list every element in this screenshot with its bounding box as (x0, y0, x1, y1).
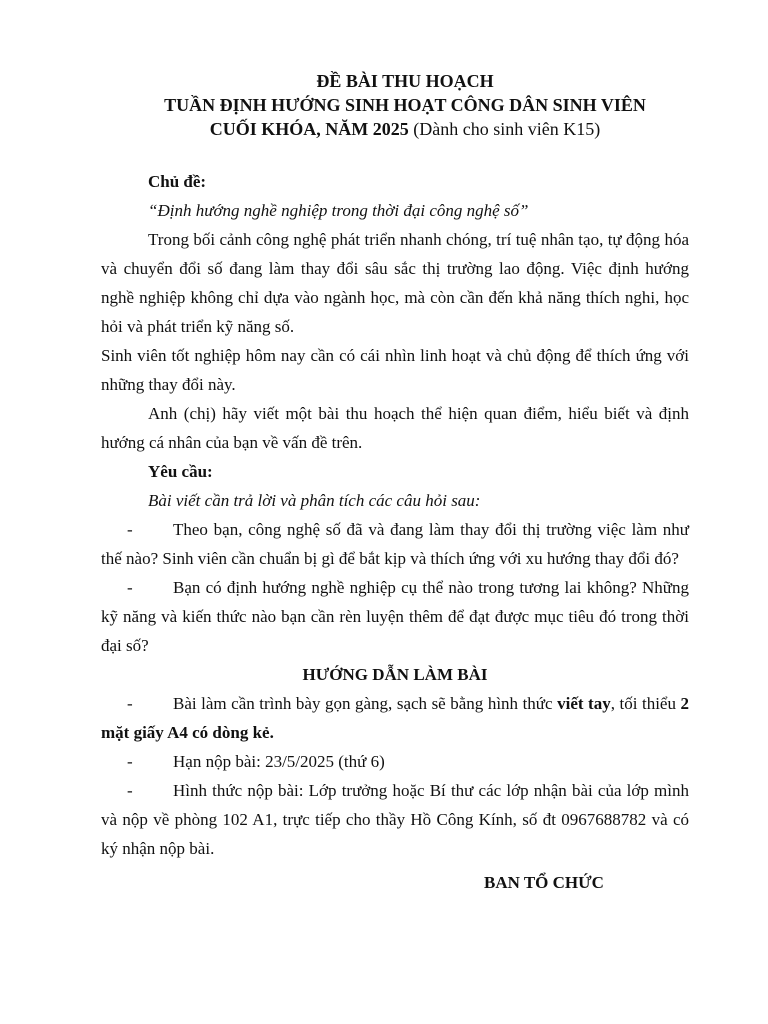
intro-paragraph-3: Anh (chị) hãy viết một bài thu hoạch thể hiện quan điểm, hiểu biết và định hướng cá nhân của bạn về vấn đề trên. (101, 404, 689, 452)
bullet-dash: - (127, 694, 133, 713)
guide-item-1 (101, 689, 689, 747)
guide-item-3-text: Hình thức nộp bài: Lớp trưởng hoặc Bí thư các lớp nhận bài của lớp mình và nộp về phòng 102 A1, trực tiếp cho thầy Hồ Công Kính, số đt 0967688782 và có ký nhận nộp bài. (101, 781, 689, 858)
document-title (60, 69, 750, 141)
question-1-text: Theo bạn, công nghệ số đã và đang làm thay đổi thị trường việc làm như thế nào? Sinh viên cần chuẩn bị gì để bắt kịp và thích ứng với xu hướng thay đổi đó? (101, 520, 689, 568)
intro-paragraph-2: Sinh viên tốt nghiệp hôm nay cần có cái nhìn linh hoạt và chủ động để thích ứng với những thay đổi này. (101, 346, 689, 394)
question-2 (101, 573, 689, 660)
bullet-dash: - (127, 781, 133, 800)
title-line-3 (60, 117, 750, 141)
requirements-label: Yêu cầu: (148, 462, 213, 481)
question-2-text: Bạn có định hướng nghề nghiệp cụ thể nào trong tương lai không? Những kỹ năng và kiến thức nào bạn cần rèn luyện thêm để đạt được mục tiêu đó trong thời đại số? (101, 578, 689, 655)
guide-item-2 (101, 747, 689, 776)
guide-item-1-text-a: Bài làm cần trình bày gọn gàng, sạch sẽ bằng hình thức (173, 694, 558, 713)
guide-item-1-handwritten: viết tay (557, 694, 611, 713)
bullet-dash: - (127, 578, 133, 597)
title-line-1: ĐỀ BÀI THU HOẠCH (316, 71, 494, 91)
bullet-dash: - (127, 752, 133, 771)
title-line-2: TUẦN ĐỊNH HƯỚNG SINH HOẠT CÔNG DÂN SINH VIÊN (164, 95, 646, 115)
guide-heading: HƯỚNG DẪN LÀM BÀI (302, 665, 488, 684)
guide-item-2-text: Hạn nộp bài: 23/5/2025 (thứ 6) (173, 752, 385, 771)
guide-item-3 (101, 776, 689, 863)
topic-label: Chủ đề: (148, 172, 207, 191)
document-body (101, 167, 689, 863)
title-line-3-audience: (Dành cho sinh viên K15) (408, 119, 601, 139)
requirements-instruction: Bài viết cần trả lời và phân tích các câu hỏi sau: (148, 491, 481, 510)
title-line-3-bold: CUỐI KHÓA, NĂM 2025 (209, 119, 409, 139)
bullet-dash: - (127, 520, 133, 539)
intro-paragraph-1: Trong bối cảnh công nghệ phát triển nhanh chóng, trí tuệ nhân tạo, tự động hóa và chuyển đổi số đang làm thay đổi sâu sắc thị trường lao động. Việc định hướng nghề nghiệp không chỉ dựa vào ngành học, mà còn cần đến khả năng thích nghi, học hỏi và phát triển kỹ năng số. (101, 230, 689, 336)
signature-organizers: BAN TỔ CHỨC (484, 873, 604, 892)
guide-item-1-text-c: , tối thiểu (610, 694, 681, 713)
guide-item-1-pages: 2 mặt giấy A4 có dòng kẻ. (101, 694, 689, 742)
topic-quote: “Định hướng nghề nghiệp trong thời đại công nghệ số” (148, 201, 529, 220)
question-1 (101, 515, 689, 573)
